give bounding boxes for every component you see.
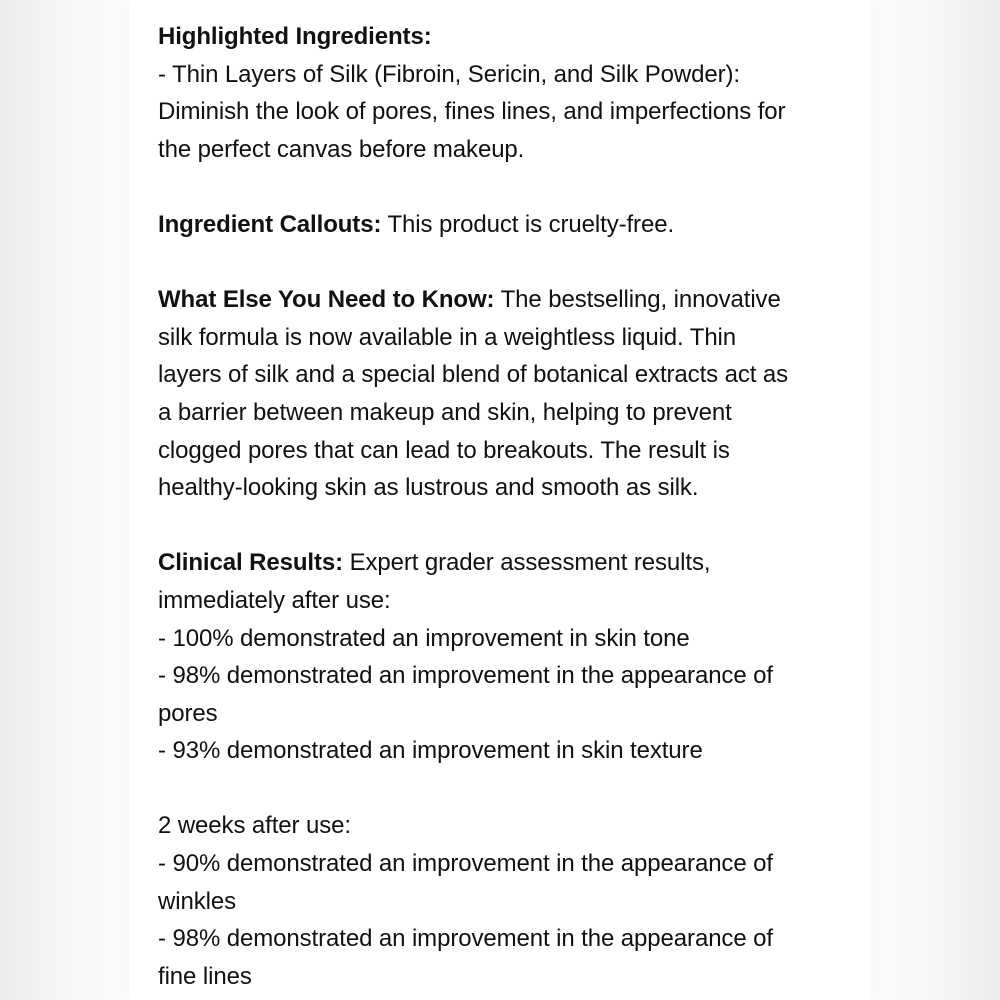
document-panel: [129, 0, 870, 1000]
clinical-results-line: immediately after use:: [158, 586, 391, 614]
what-else-line: silk formula is now available in a weightless liquid. Thin: [158, 323, 737, 351]
two-weeks-line: winkles: [158, 887, 236, 915]
clinical-results-line: - 93% demonstrated an improvement in skin texture: [158, 737, 703, 765]
paragraph-spacer: [158, 168, 858, 206]
clinical-results-first-text: Expert grader assessment results,: [343, 549, 711, 577]
two-weeks-line: 2 weeks after use:: [158, 812, 351, 840]
clinical-results-section: [158, 544, 858, 770]
two-weeks-line: - 98% demonstrated an improvement in the appearance of: [158, 925, 773, 953]
highlighted-ingredients-line: the perfect canvas before makeup.: [158, 135, 525, 163]
clinical-results-line: pores: [158, 699, 218, 727]
product-details-text: [158, 18, 858, 995]
two-weeks-section: [158, 807, 858, 995]
paragraph-spacer: [158, 770, 858, 808]
highlighted-ingredients-heading: Highlighted Ingredients:: [158, 23, 432, 50]
ingredient-callouts-section: [158, 206, 858, 244]
ingredient-callouts-heading: Ingredient Callouts:: [158, 210, 382, 238]
highlighted-ingredients-section: [158, 18, 858, 168]
clinical-results-heading: Clinical Results:: [158, 549, 344, 577]
what-else-first-text: The bestselling, innovative: [494, 286, 781, 314]
paragraph-spacer: [158, 507, 858, 545]
clinical-results-line: - 100% demonstrated an improvement in skin tone: [158, 624, 690, 652]
highlighted-ingredients-line: - Thin Layers of Silk (Fibroin, Sericin, and Silk Powder):: [158, 60, 740, 88]
what-else-heading: What Else You Need to Know:: [158, 286, 495, 314]
clinical-results-line: - 98% demonstrated an improvement in the appearance of: [158, 662, 773, 690]
two-weeks-line: - 90% demonstrated an improvement in the appearance of: [158, 850, 773, 878]
highlighted-ingredients-line: Diminish the look of pores, fines lines, and imperfections for: [158, 98, 786, 126]
paragraph-spacer: [158, 244, 858, 282]
what-else-line: healthy-looking skin as lustrous and smooth as silk.: [158, 474, 699, 502]
ingredient-callouts-text: This product is cruelty-free.: [381, 210, 675, 238]
what-else-line: layers of silk and a special blend of botanical extracts act as: [158, 361, 789, 389]
what-else-section: [158, 281, 858, 507]
what-else-line: clogged pores that can lead to breakouts. The result is: [158, 436, 730, 464]
what-else-line: a barrier between makeup and skin, helping to prevent: [158, 398, 732, 426]
two-weeks-line: fine lines: [158, 962, 252, 990]
